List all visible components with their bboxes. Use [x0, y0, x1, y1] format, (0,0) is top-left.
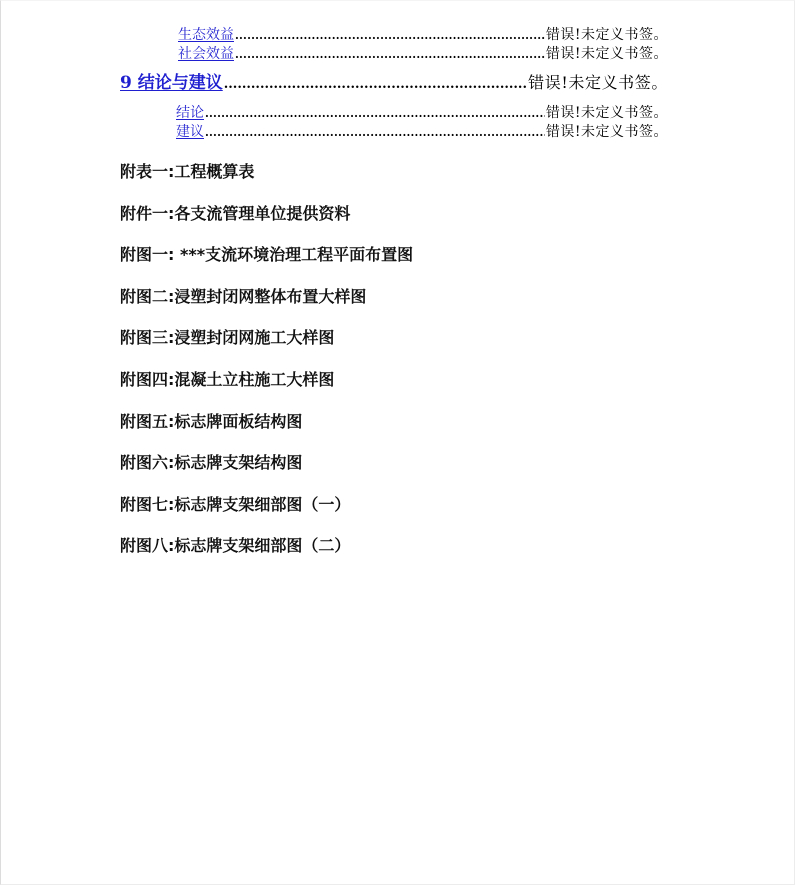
toc-leader-dots — [235, 26, 545, 45]
appendix-item: 附图七:标志牌支架细部图（一） — [120, 494, 351, 514]
toc-link-label[interactable]: 建议 — [176, 124, 204, 140]
toc-leader-dots — [205, 104, 545, 123]
appendix-item: 附图八:标志牌支架细部图（二） — [120, 536, 351, 556]
appendix-item: 附件一:各支流管理单位提供资料 — [120, 203, 351, 223]
toc-entry-ecological-benefit[interactable] — [120, 26, 668, 45]
toc-chapter-link[interactable]: 9 结论与建议 — [120, 73, 223, 93]
appendix-item: 附图四:混凝土立柱施工大样图 — [120, 369, 335, 389]
table-of-contents — [120, 26, 668, 142]
toc-entry-social-benefit[interactable] — [120, 45, 668, 64]
toc-entry-suggestion[interactable] — [120, 123, 668, 142]
toc-page-ref: 错误!未定义书签。 — [545, 27, 668, 43]
toc-page-ref: 错误!未定义书签。 — [528, 73, 668, 92]
toc-link-label[interactable]: 结论 — [176, 105, 204, 121]
toc-link-label[interactable]: 生态效益 — [178, 27, 234, 43]
toc-leader-dots — [205, 123, 545, 142]
appendix-item: 附图六:标志牌支架结构图 — [120, 453, 303, 473]
appendix-item: 附图二:浸塑封闭网整体布置大样图 — [120, 286, 367, 306]
toc-page-ref: 错误!未定义书签。 — [545, 105, 668, 121]
toc-link-label[interactable]: 社会效益 — [178, 46, 234, 62]
toc-leader-dots — [235, 45, 545, 64]
toc-leader-dots — [224, 73, 527, 97]
appendix-item: 附图三:浸塑封闭网施工大样图 — [120, 328, 335, 348]
toc-entry-conclusion[interactable] — [120, 104, 668, 123]
appendix-item: 附图五:标志牌面板结构图 — [120, 411, 303, 431]
toc-entry-chapter-9[interactable] — [120, 71, 668, 97]
appendix-list — [120, 160, 680, 576]
toc-page-ref: 错误!未定义书签。 — [545, 46, 668, 62]
toc-page-ref: 错误!未定义书签。 — [545, 124, 668, 140]
appendix-item: 附图一: ***支流环境治理工程平面布置图 — [120, 245, 414, 265]
appendix-item: 附表一:工程概算表 — [120, 162, 255, 181]
